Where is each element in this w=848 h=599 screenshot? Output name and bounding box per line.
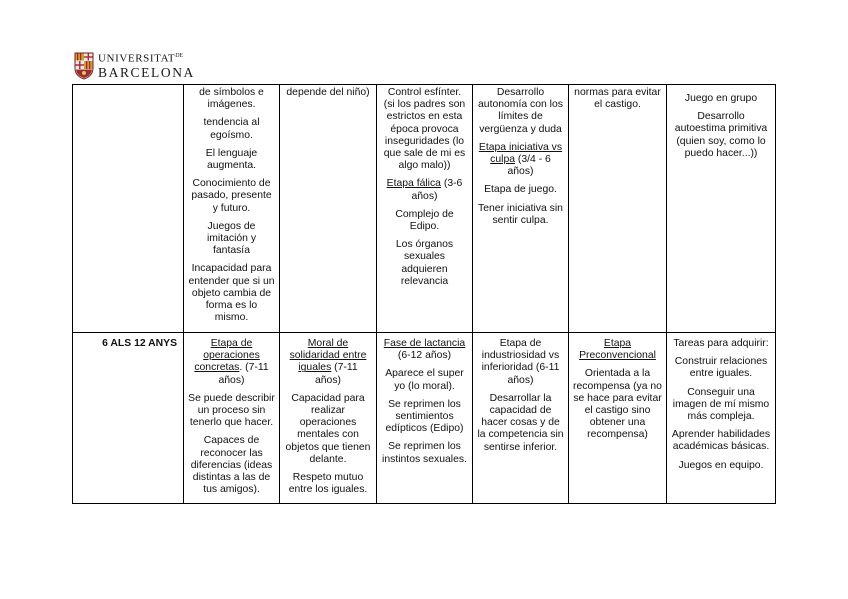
university-name xyxy=(98,53,195,79)
cell-text: de símbolos e imágenes. xyxy=(199,87,264,111)
cell-text: Etapa de juego. xyxy=(484,184,557,196)
stage-heading: Etapa iniciativa vs culpa (3/4 - 6 años) xyxy=(478,141,563,178)
tasks-cell xyxy=(667,333,776,504)
cell-text: Desarrollar la capacidad de hacer cosas y de la competencia sin sentirse inferior. xyxy=(477,392,564,453)
university-shield-icon xyxy=(74,52,94,80)
cell-text: Conocimiento de pasado, presente y futuro. xyxy=(191,178,272,214)
cell-text: Aprender habilidades académicas básicas. xyxy=(671,429,771,453)
cell-text: Tareas para adquirir: xyxy=(673,338,769,349)
cell-text: Respeto mutuo entre los iguales. xyxy=(288,472,368,496)
cell-text: Conseguir una imagen de mí mismo más compleja. xyxy=(672,386,770,423)
university-logo xyxy=(74,52,195,80)
cell-text: Se reprimen los sentimientos edípticos (Edipo) xyxy=(385,398,464,435)
freud-cell xyxy=(377,85,473,333)
cell-text: Construir relaciones entre iguales. xyxy=(674,356,768,380)
age-cell: 6 ALS 12 ANYS xyxy=(73,333,184,504)
stage-heading: Etapa de operaciones concretas. (7-11 años) xyxy=(194,338,269,386)
moral-cell xyxy=(280,333,377,504)
cell-text: Desarrollo autoestima primitiva (quien soy, como lo puedo hacer...)) xyxy=(674,111,768,159)
cell-text: Tener iniciativa sin sentir culpa. xyxy=(478,202,563,226)
freud-cell xyxy=(377,333,473,504)
cell-text: Etapa de industriosidad vs inferioridad (6-11 años) xyxy=(481,338,560,386)
table-row xyxy=(73,333,776,504)
cell-text: Los órganos sexuales adquieren relevancia xyxy=(395,239,454,287)
stage-heading: Moral de solidaridad entre iguales (7-11 años) xyxy=(289,338,367,386)
kohlberg-cell xyxy=(569,333,667,504)
development-table xyxy=(72,84,776,504)
cell-text: Juego en grupo xyxy=(684,93,758,104)
cell-text: Control esfínter. (si los padres son estrictos en esta época provoca inseguridades (lo que sale de mi es algo malo)) xyxy=(383,87,466,172)
cognitive-cell xyxy=(184,333,280,504)
cognitive-cell xyxy=(184,85,280,333)
cell-text: Capaces de reconocer las diferencias (ideas distintas a las de tus amigos). xyxy=(190,435,273,496)
cell-text: Capacidad para realizar operaciones mentales con objetos que tienen delante. xyxy=(285,392,371,465)
cell-text: Juegos de imitación y fantasía xyxy=(206,220,257,257)
age-cell xyxy=(73,85,184,333)
cell-text: Incapacidad para entender que si un objeto cambia de forma es lo mismo. xyxy=(188,263,275,324)
cell-text: Juegos en equipo. xyxy=(678,459,764,471)
university-label: $UNIVERSITAT^{DE}$ xyxy=(98,52,184,65)
cell-text: El lenguaje augmenta. xyxy=(205,147,258,172)
stage-heading: Fase de lactancia (6-12 años) xyxy=(383,338,466,362)
stage-heading: Etapa fálica (3-6 años) xyxy=(386,178,463,202)
cell-text: Se puede describir un proceso sin tenerlo que hacer. xyxy=(188,392,275,429)
cell-text: depende del niño) xyxy=(286,87,370,98)
cell-text: normas para evitar el castigo. xyxy=(574,87,661,111)
erikson-cell xyxy=(473,85,569,333)
cell-text: Orientada a la recompensa (ya no se hace para evitar el castigo sino obtener una recompensa) xyxy=(573,368,662,441)
city-label: BARCELONA xyxy=(98,64,195,80)
moral-cell xyxy=(280,85,377,333)
kohlberg-cell xyxy=(569,85,667,333)
cell-text: tendencia al egoísmo. xyxy=(203,117,260,141)
cell-text: Se reprimen los instintos sexuales. xyxy=(382,441,467,465)
erikson-cell xyxy=(473,333,569,504)
cell-text: Desarrollo autonomía con los límites de vergüenza y duda xyxy=(478,87,563,135)
table-row xyxy=(73,85,776,333)
cell-text: Aparece el super yo (lo moral). xyxy=(385,368,464,392)
stage-heading: Etapa Preconvencional xyxy=(579,338,656,362)
cell-text: Complejo de Edipo. xyxy=(395,208,454,233)
tasks-cell xyxy=(667,85,776,333)
